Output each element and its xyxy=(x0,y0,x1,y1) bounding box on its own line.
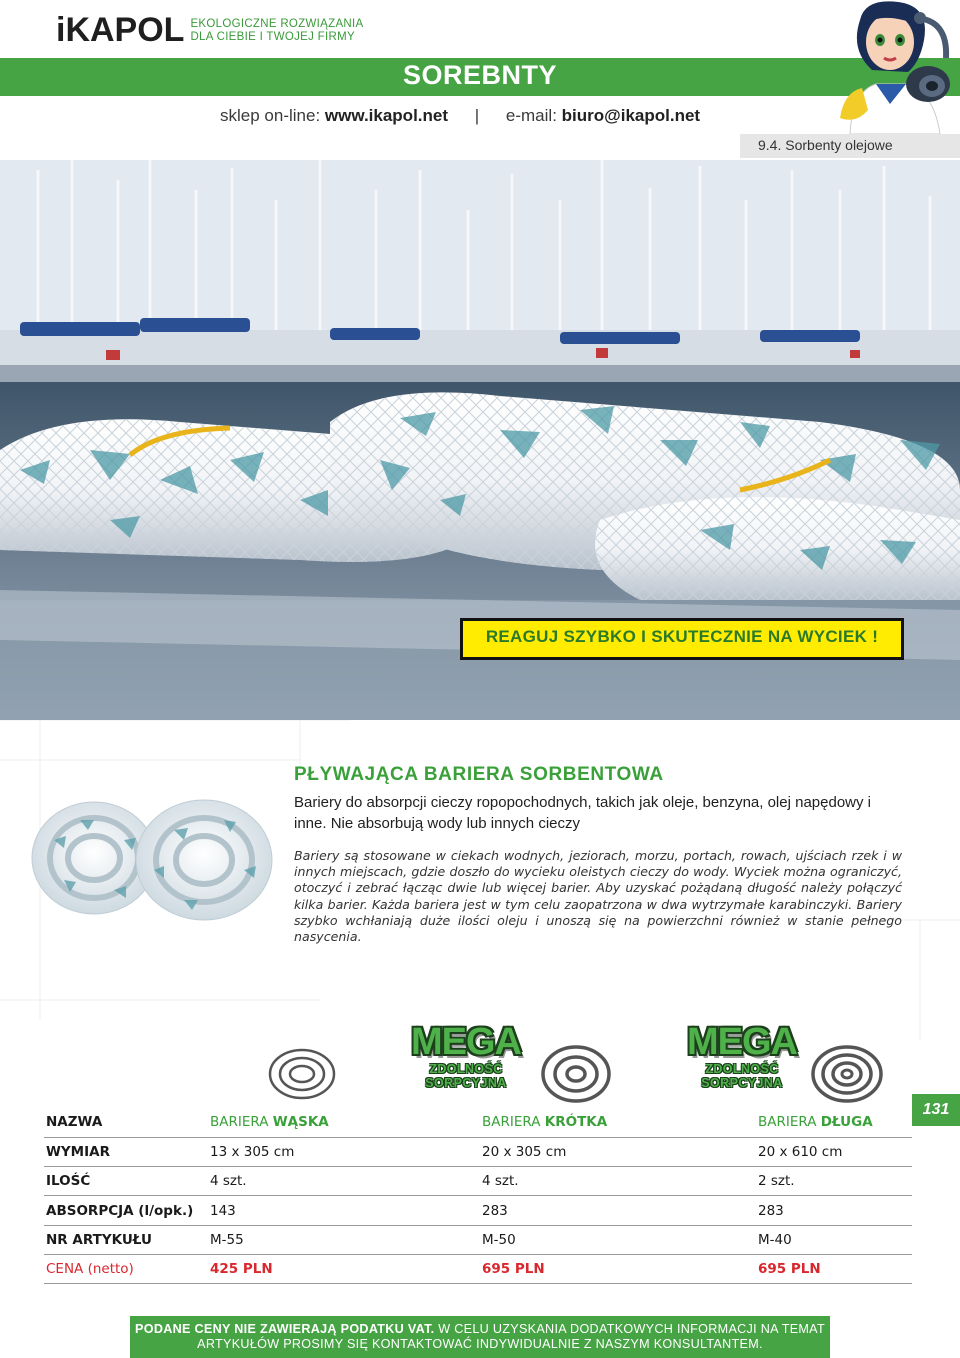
tagline-line-1: EKOLOGICZNE ROZWIĄZANIA xyxy=(190,18,364,30)
header-cell: BARIERA WĄSKA xyxy=(208,1108,480,1137)
price-cell: 695 PLN xyxy=(480,1254,756,1283)
table-cell: 20 x 305 cm xyxy=(480,1137,756,1166)
footer-line-1 xyxy=(130,1322,830,1337)
long-barrier-icon xyxy=(810,1044,884,1104)
price-cell: 425 PLN xyxy=(208,1254,480,1283)
table-cell: 13 x 305 cm xyxy=(208,1137,480,1166)
tagline-line-2: DLA CIEBIE I TWOJEJ FIRMY xyxy=(190,31,355,43)
price-label: CENA (netto) xyxy=(44,1254,208,1283)
page-number: 131 xyxy=(912,1094,960,1126)
product-title: PŁYWAJĄCA BARIERA SORBENTOWA xyxy=(294,764,664,785)
mega-badge-line-1: ZDOLNOŚĆ xyxy=(705,1062,779,1076)
footer-line-2: ARTYKUŁÓW PROSIMY SIĘ KONTAKTOWAĆ INDYWIDUALNIE Z NASZYM KONSULTANTEM. xyxy=(197,1337,763,1351)
mega-badge-line-2: SORPCYJNA xyxy=(425,1076,507,1090)
row-label: ILOŚĆ xyxy=(44,1167,208,1196)
table-row xyxy=(44,1137,912,1166)
table-cell: 283 xyxy=(756,1196,912,1225)
row-label: WYMIAR xyxy=(44,1137,208,1166)
shop-label: sklep on-line: xyxy=(220,106,321,125)
mega-badge-line-1: ZDOLNOŚĆ xyxy=(429,1062,503,1076)
table-header-row xyxy=(44,1108,912,1137)
page-title: SOREBNTY xyxy=(402,60,558,90)
price-cell: 695 PLN xyxy=(756,1254,912,1283)
table-cell: 20 x 610 cm xyxy=(756,1137,912,1166)
logo-tagline xyxy=(190,18,363,44)
header-label: NAZWA xyxy=(44,1108,208,1137)
table-cell: M-40 xyxy=(756,1225,912,1254)
product-description: Bariery są stosowane w ciekach wodnych, jeziorach, morzu, portach, rowach, ujściach rzek i w innych miejscach, gdzie doszło do wycieku oleistych cieczy do wody. Wyciek można ograniczyć, otoczyć i zebrać łącząc dwie lub więcej barier. Aby uzyskać pożądaną długość należy połączyć kilka barier. Każda bariera jest w tym celu zaopatrzona w dwa wytrzymałe karabinczyki. Bariery szybko wchłaniają duże ilości oleju i unoszą się na powierzchni również w stanie pełnego nasycenia. xyxy=(294,848,902,945)
email-link[interactable]: biuro@ikapol.net xyxy=(561,106,701,125)
mega-badge-title: MEGA xyxy=(411,1021,521,1063)
rolled-barrier-image xyxy=(24,780,276,930)
table-cell: 4 szt. xyxy=(480,1167,756,1196)
header-cell: BARIERA KRÓTKA xyxy=(480,1108,756,1137)
table-row xyxy=(44,1196,912,1225)
footer-note xyxy=(130,1316,830,1358)
table-cell: 4 szt. xyxy=(208,1167,480,1196)
footer-vat-note: PODANE CENY NIE ZAWIERAJĄ PODATKU VAT. xyxy=(135,1322,435,1336)
contact-line xyxy=(220,106,700,126)
mega-badge-line-2: SORPCYJNA xyxy=(701,1076,783,1090)
table-row xyxy=(44,1225,912,1254)
table-cell: 283 xyxy=(480,1196,756,1225)
table-row xyxy=(44,1167,912,1196)
contact-separator: | xyxy=(474,106,480,125)
ikapol-logo[interactable] xyxy=(56,8,363,48)
footer-info: W CELU UZYSKANIA DODATKOWYCH INFORMACJI NA TEMAT xyxy=(438,1322,825,1336)
product-subtitle: Bariery do absorpcji cieczy ropopochodnych, takich jak oleje, benzyna, olej napędowy i inne. Nie absorbują wody lub innych cieczy xyxy=(294,794,871,832)
narrow-barrier-icon xyxy=(266,1046,338,1102)
shop-link[interactable]: www.ikapol.net xyxy=(324,106,449,125)
table-cell: 143 xyxy=(208,1196,480,1225)
mega-badge-title: MEGA xyxy=(687,1021,797,1063)
mega-badge-2 xyxy=(662,1022,822,1090)
mega-badge-1 xyxy=(386,1022,546,1090)
row-label: NR ARTYKUŁU xyxy=(44,1225,208,1254)
mascot-illustration xyxy=(820,0,960,134)
table-cell: M-50 xyxy=(480,1225,756,1254)
row-label: ABSORPCJA (l/opk.) xyxy=(44,1196,208,1225)
logo-wordmark: iKAPOL xyxy=(56,11,185,49)
warning-banner-text: REAGUJ SZYBKO I SKUTECZNIE NA WYCIEK ! xyxy=(485,627,879,646)
section-label: 9.4. Sorbenty olejowe xyxy=(758,137,893,153)
email-label: e-mail: xyxy=(505,106,557,125)
table-cell: 2 szt. xyxy=(756,1167,912,1196)
page-header xyxy=(0,0,960,160)
spec-table xyxy=(44,1108,912,1284)
table-cell: M-55 xyxy=(208,1225,480,1254)
short-barrier-icon xyxy=(540,1044,612,1104)
price-row xyxy=(44,1254,912,1283)
header-cell: BARIERA DŁUGA xyxy=(756,1108,912,1137)
